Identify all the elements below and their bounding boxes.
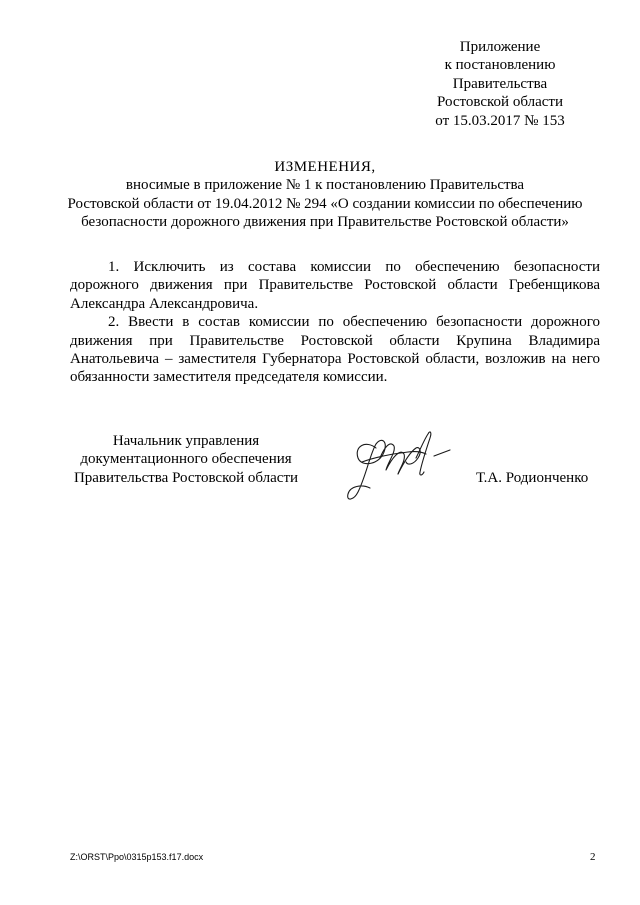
heading-line: Ростовской области от 19.04.2012 № 294 «О создании комиссии по обеспечению — [67, 195, 583, 212]
footer-file-path: Z:\ORST\Ppo\0315p153.f17.docx — [70, 852, 204, 862]
appendix-line: от 15.03.2017 № 153 — [435, 112, 565, 129]
signatory-position-line: документационного обеспечения — [80, 451, 292, 468]
item-2-line: обязанности заместителя председателя комиссии. — [70, 369, 388, 386]
item-1 — [70, 258, 600, 313]
page-number: 2 — [590, 851, 596, 863]
item-2 — [70, 313, 600, 387]
item-2-line: движения при Правительстве Ростовской области Крупина Владимира — [70, 332, 600, 349]
document-heading — [60, 158, 590, 232]
document-body — [70, 258, 600, 387]
item-2-line: 2. Ввести в состав комиссии по обеспечению безопасности дорожного — [108, 314, 600, 331]
document-title: ИЗМЕНЕНИЯ, — [274, 159, 376, 175]
item-2-line: Анатольевича – заместителя Губернатора Ростовской области, возложив на него — [70, 351, 600, 368]
appendix-line: Ростовской области — [437, 94, 563, 111]
item-1-line: 1. Исключить из состава комиссии по обеспечению безопасности — [108, 259, 600, 275]
appendix-line: к постановлению — [444, 57, 556, 74]
heading-line: безопасности дорожного движения при Правительстве Ростовской области» — [81, 214, 569, 231]
appendix-line: Приложение — [459, 39, 541, 55]
appendix-header — [400, 38, 600, 130]
heading-line: вносимые в приложение № 1 к постановлению Правительства — [125, 177, 525, 194]
item-1-line: Александра Александровича. — [70, 295, 259, 312]
handwritten-signature — [336, 418, 456, 508]
signatory-position — [58, 432, 314, 487]
signatory-position-line: Правительства Ростовской области — [73, 469, 299, 486]
signatory-name: Т.А. Родионченко — [476, 470, 589, 486]
item-1-line: дорожного движения при Правительстве Ростовской области Гребенщикова — [70, 277, 600, 294]
appendix-line: Правительства — [452, 75, 548, 92]
signatory-position-line: Начальник управления — [112, 433, 260, 449]
